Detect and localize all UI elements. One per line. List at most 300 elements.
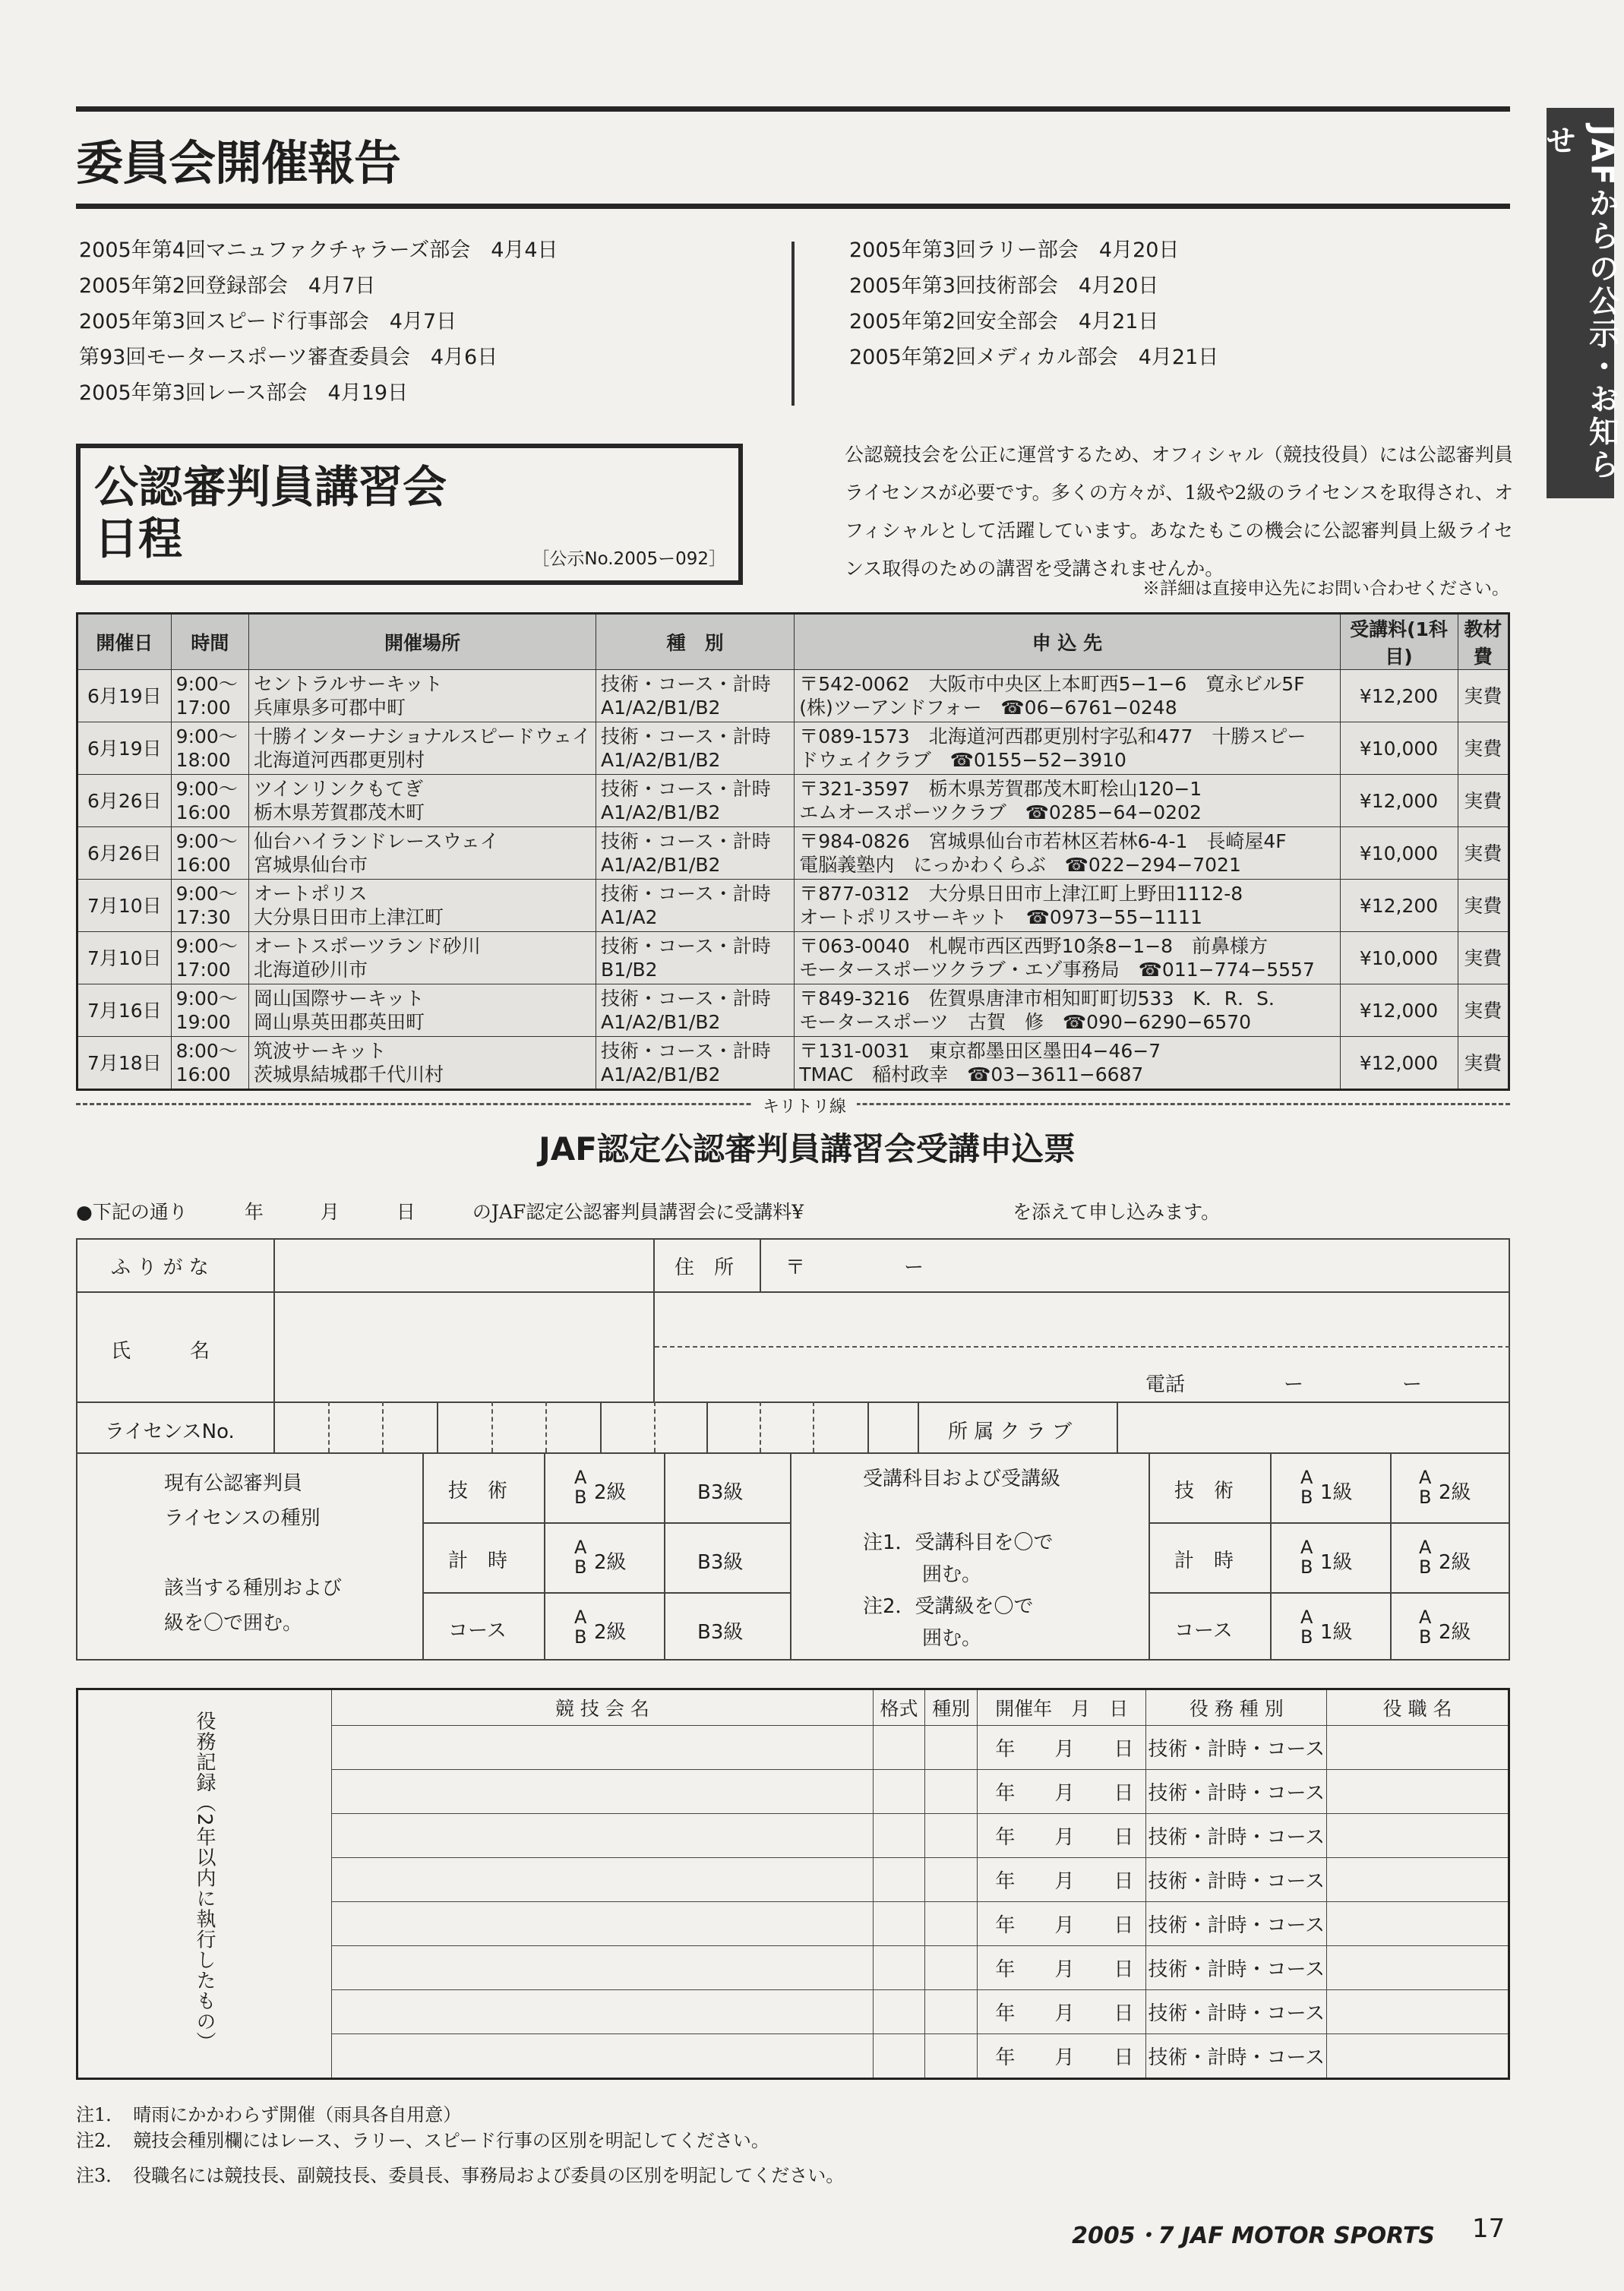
schedule-cell-date: 7月10日 [77, 880, 172, 932]
schedule-cell-time [171, 722, 248, 775]
schedule-contact-line: オートポリスサーキット ☎0973−55−1111 [799, 906, 1202, 928]
ab-choice[interactable] [1300, 1537, 1313, 1577]
name-label: 氏 名 [111, 1340, 210, 1363]
schedule-cell-place [249, 827, 596, 880]
schedule-place-line: 岡山県英田郡英田町 [254, 1011, 425, 1033]
schedule-header-cell: 開催場所 [249, 614, 596, 670]
schedule-header-cell: 申 込 先 [795, 614, 1340, 670]
schedule-type-line: A1/A2/B1/B2 [601, 1011, 721, 1033]
duty-cell[interactable] [1327, 1726, 1509, 1770]
current-license-line: 級を〇で囲む。 [164, 1612, 303, 1635]
grade-a[interactable]: A [1300, 1537, 1313, 1558]
ab-choice[interactable] [1419, 1607, 1431, 1647]
schedule-cell-type [596, 984, 795, 1037]
duty-cell[interactable] [332, 1902, 874, 1946]
form-line [544, 1452, 545, 1661]
grade-1-label[interactable]: 1級 [1320, 1621, 1353, 1644]
current-license-line: 該当する種別および [164, 1577, 343, 1600]
duty-cell[interactable] [873, 1902, 925, 1946]
schedule-type-line: 技術・コース・計時 [601, 883, 771, 905]
form-line [790, 1452, 791, 1661]
duty-cell[interactable] [925, 1770, 978, 1814]
duty-cell[interactable]: 技術・計時・コース [1146, 1858, 1327, 1902]
form-line [1117, 1401, 1118, 1452]
schedule-cell-time [171, 1037, 248, 1090]
schedule-time-line: 9:00〜 [175, 883, 238, 905]
seminar-title-line1: 公認審判員講習会 [94, 461, 447, 513]
seminar-intro-note: ※詳細は直接申込先にお問い合わせください。 [1142, 579, 1509, 599]
grade-b3-label[interactable]: B3級 [697, 1621, 744, 1644]
schedule-header-row [77, 614, 1509, 670]
duty-cell[interactable] [1327, 2034, 1509, 2079]
schedule-contact-line: 〒089-1573 北海道河西郡更別村字弘和477 十勝スピー [799, 725, 1306, 747]
schedule-cell-time [171, 827, 248, 880]
duty-cell[interactable]: 年 月 日 [978, 1902, 1146, 1946]
grade-b[interactable]: B [574, 1487, 587, 1508]
schedule-cell-fee: ¥12,200 [1340, 880, 1458, 932]
note-3: 注3． 役職名には競技長、副競技長、委員長、事務局および委員の区別を明記してください。 [76, 2165, 845, 2186]
ab-choice[interactable] [574, 1537, 586, 1577]
grade-b[interactable]: B [574, 1626, 587, 1648]
schedule-header-cell: 開催日 [77, 614, 172, 670]
course-info-line: 注1．受講科目を〇で [863, 1531, 1054, 1554]
schedule-cell-fee: ¥12,000 [1340, 775, 1458, 827]
schedule-time-line: 17:00 [175, 959, 231, 981]
schedule-cell-fee: ¥10,000 [1340, 722, 1458, 775]
schedule-cell-place [249, 984, 596, 1037]
grade-b[interactable]: B [1300, 1487, 1313, 1508]
current-license-instruction [164, 1466, 342, 1641]
committee-meeting-item: 2005年第3回レース部会 4月19日 [79, 381, 409, 405]
schedule-contact-line: 〒984-0826 宮城県仙台市若林区若林6-4-1 長崎屋4F [799, 830, 1287, 852]
schedule-cell-contact [795, 775, 1340, 827]
form-line [422, 1522, 790, 1524]
form-line [600, 1401, 602, 1452]
duty-header-cell: 種別 [925, 1689, 978, 1726]
schedule-row [77, 932, 1509, 984]
schedule-contact-line: 〒849-3216 佐賀県唐津市相知町町切533 K．R．S． [799, 988, 1288, 1010]
duty-cell[interactable] [873, 1814, 925, 1858]
grade-b3-label[interactable]: B3級 [697, 1481, 744, 1504]
schedule-row [77, 1037, 1509, 1090]
grade-2-label[interactable]: 2級 [594, 1621, 627, 1644]
note-2: 注2． 競技会種別欄にはレース、ラリー、スピード行事の区別を明記してください。 [76, 2130, 769, 2151]
schedule-time-line: 9:00〜 [175, 725, 238, 747]
duty-cell[interactable] [1327, 1902, 1509, 1946]
schedule-row [77, 670, 1509, 722]
license-category-label: 技 術 [448, 1480, 508, 1503]
schedule-place-line: オートスポーツランド砂川 [254, 935, 481, 957]
schedule-row [77, 775, 1509, 827]
course-selection-instruction [863, 1463, 1060, 1654]
footer-magazine-title: 2005・7 JAF MOTOR SPORTS [1072, 2223, 1435, 2249]
grade-2-label[interactable]: 2級 [594, 1481, 627, 1504]
schedule-type-line: A1/A2/B1/B2 [601, 697, 721, 719]
ab-choice[interactable] [1419, 1468, 1431, 1507]
grade-b[interactable]: B [1300, 1556, 1313, 1578]
grade-a[interactable]: A [1419, 1607, 1432, 1628]
grade-a[interactable]: A [574, 1537, 587, 1558]
schedule-type-line: A1/A2/B1/B2 [601, 1063, 721, 1085]
schedule-cell-material: 実費 [1458, 984, 1509, 1037]
ab-choice[interactable] [574, 1607, 586, 1647]
grade-a[interactable]: A [1419, 1537, 1432, 1558]
duty-cell[interactable]: 技術・計時・コース [1146, 1902, 1327, 1946]
grade-2-label[interactable]: 2級 [1439, 1551, 1471, 1574]
schedule-contact-line: 〒063-0040 札幌市西区西野10条8−1−8 前鼻様方 [799, 935, 1269, 957]
schedule-cell-fee: ¥10,000 [1340, 827, 1458, 880]
schedule-place-line: セントラルサーキット [254, 673, 443, 695]
schedule-type-line: 技術・コース・計時 [601, 778, 771, 800]
schedule-cell-material: 実費 [1458, 670, 1509, 722]
duty-cell[interactable]: 年 月 日 [978, 1946, 1146, 1990]
grade-b[interactable]: B [574, 1556, 587, 1578]
schedule-type-line: A1/A2/B1/B2 [601, 801, 721, 823]
schedule-cell-type [596, 1037, 795, 1090]
schedule-place-line: 筑波サーキット [254, 1040, 387, 1062]
schedule-cell-fee: ¥12,000 [1340, 984, 1458, 1037]
schedule-place-line: ツインリンクもてぎ [254, 778, 424, 800]
form-line [867, 1401, 869, 1452]
form-line [1270, 1452, 1272, 1661]
committee-meeting-item: 2005年第2回安全部会 4月21日 [849, 310, 1159, 333]
form-line [76, 1401, 1510, 1403]
page-number: 17 [1472, 2214, 1506, 2244]
duty-cell[interactable]: 年 月 日 [978, 1858, 1146, 1902]
form-line [422, 1592, 790, 1594]
form-line [653, 1238, 655, 1401]
current-license-line: ライセンスの種別 [164, 1507, 321, 1530]
schedule-cell-type [596, 827, 795, 880]
club-label: 所 属 ク ラ ブ [948, 1420, 1073, 1443]
schedule-cell-material: 実費 [1458, 722, 1509, 775]
duty-cell[interactable] [873, 1990, 925, 2034]
duty-cell[interactable] [925, 1858, 978, 1902]
course-info-line: 囲む。 [863, 1563, 982, 1586]
license-digit-divider [491, 1401, 493, 1452]
duty-cell[interactable]: 技術・計時・コース [1146, 2034, 1327, 2079]
license-digit-divider [545, 1401, 547, 1452]
committee-meeting-item: 2005年第4回マニュファクチャラーズ部会 4月4日 [79, 239, 558, 262]
duty-header-cell: 役 務 種 別 [1146, 1689, 1327, 1726]
course-category-label[interactable]: 計 時 [1174, 1550, 1234, 1572]
schedule-time-line: 17:30 [175, 906, 231, 928]
duty-cell[interactable]: 技術・計時・コース [1146, 1990, 1327, 2034]
schedule-cell-place [249, 670, 596, 722]
grade-b[interactable]: B [1300, 1626, 1313, 1648]
duty-header-cell: 役 職 名 [1327, 1689, 1509, 1726]
duty-cell[interactable] [332, 1990, 874, 2034]
schedule-cell-date: 7月10日 [77, 932, 172, 984]
notice-number: ［公示No.2005ー092］ [532, 549, 726, 569]
schedule-type-line: 技術・コース・計時 [601, 725, 771, 747]
schedule-contact-line: 電脳義塾内 にっかわくらぶ ☎022−294−7021 [799, 854, 1241, 876]
license-digit-divider [760, 1401, 761, 1452]
cut-line-label: キリトリ線 [752, 1094, 857, 1117]
schedule-contact-line: TMAC 稲村政幸 ☎03−3611−6687 [799, 1063, 1144, 1085]
committee-meeting-item: 2005年第2回メディカル部会 4月21日 [849, 346, 1219, 369]
duty-header-cell: 格式 [873, 1689, 925, 1726]
course-info-line: 囲む。 [863, 1627, 982, 1650]
ab-choice[interactable] [1300, 1468, 1313, 1507]
form-line [1390, 1452, 1392, 1661]
schedule-cell-contact [795, 1037, 1340, 1090]
schedule-type-line: 技術・コース・計時 [601, 830, 771, 852]
ab-choice[interactable] [1419, 1537, 1431, 1577]
schedule-cell-fee: ¥12,000 [1340, 1037, 1458, 1090]
course-category-label[interactable]: コース [1174, 1620, 1233, 1642]
schedule-cell-place [249, 932, 596, 984]
duty-cell[interactable]: 技術・計時・コース [1146, 1770, 1327, 1814]
schedule-cell-type [596, 932, 795, 984]
schedule-cell-type [596, 880, 795, 932]
duty-header-cell: 開催年 月 日 [978, 1689, 1146, 1726]
schedule-cell-type [596, 722, 795, 775]
duty-cell[interactable] [332, 1770, 874, 1814]
grade-b[interactable]: B [1419, 1556, 1432, 1578]
license-category-label: コース [448, 1620, 507, 1642]
schedule-time-line: 18:00 [175, 749, 231, 771]
duty-cell[interactable] [1327, 1770, 1509, 1814]
duty-cell[interactable]: 技術・計時・コース [1146, 1814, 1327, 1858]
grade-1-label[interactable]: 1級 [1320, 1551, 1353, 1574]
duty-cell[interactable]: 年 月 日 [978, 2034, 1146, 2079]
seminar-title-line2: 日程 [94, 513, 183, 564]
schedule-type-line: 技術・コース・計時 [601, 988, 771, 1010]
schedule-cell-date: 6月19日 [77, 670, 172, 722]
schedule-cell-type [596, 670, 795, 722]
grade-1-label[interactable]: 1級 [1320, 1481, 1353, 1504]
schedule-header-cell: 教材費 [1458, 614, 1509, 670]
schedule-cell-fee: ¥12,200 [1340, 670, 1458, 722]
duty-cell[interactable] [873, 1770, 925, 1814]
form-line [437, 1401, 438, 1452]
form-line [1148, 1522, 1510, 1524]
schedule-type-line: A1/A2/B1/B2 [601, 749, 721, 771]
schedule-place-line: 仙台ハイランドレースウェイ [254, 830, 499, 852]
duty-cell[interactable]: 年 月 日 [978, 1814, 1146, 1858]
schedule-cell-contact [795, 932, 1340, 984]
current-license-line: 現有公認審判員 [164, 1472, 303, 1495]
duty-cell[interactable]: 年 月 日 [978, 1726, 1146, 1770]
committee-meeting-item: 2005年第2回登録部会 4月7日 [79, 274, 376, 298]
grade-a[interactable]: A [1419, 1467, 1432, 1488]
application-statement: ●下記の通り 年 月 日 のJAF認定公認審判員講習会に受講料¥ を添えて申し込みます。 [76, 1201, 1221, 1223]
schedule-time-line: 9:00〜 [175, 673, 238, 695]
license-number-label: ライセンスNo. [105, 1420, 235, 1443]
committee-report-title: 委員会開催報告 [76, 135, 401, 191]
duty-cell[interactable] [1327, 1946, 1509, 1990]
grade-2-label[interactable]: 2級 [1439, 1481, 1471, 1504]
section-side-tab: JAFからの公示・お知らせ [1547, 108, 1614, 498]
schedule-cell-time [171, 670, 248, 722]
application-form-title: JAF認定公認審判員講習会受講申込票 [539, 1130, 1076, 1168]
course-category-label[interactable]: 技 術 [1174, 1480, 1234, 1503]
schedule-cell-contact [795, 670, 1340, 722]
schedule-cell-material: 実費 [1458, 880, 1509, 932]
duty-cell[interactable]: 年 月 日 [978, 1770, 1146, 1814]
duty-cell[interactable]: 技術・計時・コース [1146, 1726, 1327, 1770]
address-label: 住 所 [675, 1256, 735, 1279]
schedule-time-line: 16:00 [175, 801, 231, 823]
schedule-time-line: 9:00〜 [175, 778, 238, 800]
duty-cell[interactable] [925, 1902, 978, 1946]
form-line [1148, 1592, 1510, 1594]
form-line [422, 1452, 424, 1661]
form-line [760, 1238, 761, 1293]
ab-choice[interactable] [574, 1468, 586, 1507]
duty-header-cell: 競 技 会 名 [332, 1689, 874, 1726]
form-line [76, 1291, 1510, 1293]
duty-cell[interactable] [925, 1990, 978, 2034]
schedule-cell-material: 実費 [1458, 1037, 1509, 1090]
schedule-header-cell: 受講料(1科目) [1340, 614, 1458, 670]
schedule-cell-date: 6月26日 [77, 775, 172, 827]
course-info-line: 受講科目および受講級 [863, 1468, 1061, 1490]
column-separator [791, 242, 795, 406]
schedule-type-line: 技術・コース・計時 [601, 673, 771, 695]
duty-cell[interactable] [925, 1946, 978, 1990]
address-dash-line [655, 1346, 1510, 1348]
schedule-row [77, 880, 1509, 932]
schedule-time-line: 16:00 [175, 1063, 231, 1085]
header-rule-bottom [76, 204, 1510, 209]
duty-cell[interactable] [1327, 1990, 1509, 2034]
duty-cell[interactable] [873, 2034, 925, 2079]
schedule-place-line: 北海道河西郡更別村 [254, 749, 425, 771]
grade-b3-label[interactable]: B3級 [697, 1551, 744, 1574]
grade-a[interactable]: A [574, 1467, 587, 1488]
duty-cell[interactable] [873, 1946, 925, 1990]
schedule-contact-line: 〒877-0312 大分県日田市上津江町上野田1112-8 [799, 883, 1243, 905]
committee-meeting-item: 2005年第3回ラリー部会 4月20日 [849, 239, 1180, 262]
course-info-line: 注2．受講級を〇で [863, 1595, 1034, 1618]
form-line [706, 1401, 708, 1452]
schedule-cell-date: 6月19日 [77, 722, 172, 775]
schedule-contact-line: 〒131-0031 東京都墨田区墨田4−46−7 [799, 1040, 1161, 1062]
form-line [273, 1238, 275, 1401]
grade-a[interactable]: A [1300, 1467, 1313, 1488]
schedule-place-line: 大分県日田市上津江町 [254, 906, 444, 928]
schedule-time-line: 9:00〜 [175, 935, 238, 957]
schedule-row [77, 722, 1509, 775]
duty-cell[interactable] [332, 2034, 874, 2079]
grade-2-label[interactable]: 2級 [1439, 1621, 1471, 1644]
duty-cell[interactable] [1327, 1814, 1509, 1858]
seminar-title-box [76, 444, 743, 585]
schedule-cell-place [249, 1037, 596, 1090]
note-1: 注1． 晴雨にかかわらず開催（雨具各自用意） [76, 2104, 462, 2125]
duty-cell[interactable] [873, 1726, 925, 1770]
license-digit-divider [382, 1401, 384, 1452]
schedule-cell-date: 6月26日 [77, 827, 172, 880]
duty-cell[interactable] [1327, 1858, 1509, 1902]
duty-cell[interactable] [925, 2034, 978, 2079]
grade-2-label[interactable]: 2級 [594, 1551, 627, 1574]
furigana-label: ふ り が な [111, 1256, 209, 1279]
schedule-table [76, 612, 1510, 1091]
committee-meeting-item: 2005年第3回スピード行事部会 4月7日 [79, 310, 457, 333]
license-category-label: 計 時 [448, 1550, 508, 1572]
grade-a[interactable]: A [1300, 1607, 1313, 1628]
seminar-intro: 公認競技会を公正に運営するため、オフィシャル（競技役員）には公認審判員ライセンスが必要です。多くの方々が、1級や2級のライセンスを取得され、オフィシャルとして活躍しています。あなたもこの機会に公認審判員上級ライセンス取得のための講習を受講されませんか。 [845, 444, 1513, 580]
grade-a[interactable]: A [574, 1607, 587, 1628]
schedule-cell-place [249, 722, 596, 775]
schedule-cell-time [171, 984, 248, 1037]
duty-record-side-text: 役務記録（2年以内に執行したもの） [193, 1710, 216, 2052]
schedule-time-line: 9:00〜 [175, 988, 238, 1010]
grade-b[interactable]: B [1419, 1487, 1432, 1508]
schedule-contact-line: (株)ツーアンドフォー ☎06−6761−0248 [799, 697, 1177, 719]
postal-code-field[interactable]: 〒 ー [785, 1256, 924, 1279]
duty-cell[interactable] [332, 1946, 874, 1990]
phone-field[interactable]: 電話 ー ー [1145, 1373, 1423, 1396]
schedule-contact-line: エムオースポーツクラブ ☎0285−64−0202 [799, 801, 1202, 823]
license-digit-divider [328, 1401, 330, 1452]
form-line [76, 1452, 1510, 1454]
committee-meeting-item: 第93回モータースポーツ審査委員会 4月6日 [79, 346, 498, 369]
schedule-cell-time [171, 775, 248, 827]
schedule-time-line: 19:00 [175, 1011, 231, 1033]
duty-header-row [77, 1689, 1509, 1726]
duty-cell[interactable]: 年 月 日 [978, 1990, 1146, 2034]
duty-cell[interactable] [873, 1858, 925, 1902]
schedule-cell-material: 実費 [1458, 932, 1509, 984]
schedule-time-line: 9:00〜 [175, 830, 238, 852]
form-line [664, 1452, 665, 1661]
license-digit-divider [813, 1401, 814, 1452]
duty-record-table [76, 1688, 1510, 2080]
schedule-cell-contact [795, 827, 1340, 880]
schedule-cell-time [171, 932, 248, 984]
schedule-place-line: 茨城県結城郡千代川村 [254, 1063, 444, 1085]
committee-meeting-item: 2005年第3回技術部会 4月20日 [849, 274, 1159, 298]
schedule-type-line: A1/A2 [601, 906, 658, 928]
schedule-type-line: B1/B2 [601, 959, 658, 981]
schedule-place-line: 北海道砂川市 [254, 959, 368, 981]
schedule-place-line: 宮城県仙台市 [254, 854, 368, 876]
duty-cell[interactable] [332, 1726, 874, 1770]
duty-cell[interactable] [925, 1814, 978, 1858]
schedule-contact-line: ドウェイクラブ ☎0155−52−3910 [799, 749, 1126, 771]
schedule-cell-place [249, 880, 596, 932]
duty-cell[interactable]: 技術・計時・コース [1146, 1946, 1327, 1990]
form-line [273, 1401, 275, 1452]
schedule-time-line: 8:00〜 [175, 1040, 238, 1062]
ab-choice[interactable] [1300, 1607, 1313, 1647]
schedule-row [77, 984, 1509, 1037]
schedule-cell-contact [795, 984, 1340, 1037]
schedule-cell-date: 7月16日 [77, 984, 172, 1037]
schedule-row [77, 827, 1509, 880]
duty-cell[interactable] [332, 1858, 874, 1902]
schedule-contact-line: 〒542-0062 大阪市中央区上本町西5−1−6 寛永ビル5F [799, 673, 1305, 695]
duty-cell[interactable] [332, 1814, 874, 1858]
schedule-cell-fee: ¥10,000 [1340, 932, 1458, 984]
schedule-header-cell: 時間 [171, 614, 248, 670]
schedule-contact-line: モータースポーツクラブ・エゾ事務局 ☎011−774−5557 [799, 959, 1315, 981]
grade-b[interactable]: B [1419, 1626, 1432, 1648]
form-line [1148, 1452, 1150, 1661]
schedule-type-line: 技術・コース・計時 [601, 1040, 771, 1062]
schedule-cell-material: 実費 [1458, 827, 1509, 880]
schedule-contact-line: 〒321-3597 栃木県芳賀郡茂木町桧山120−1 [799, 778, 1202, 800]
schedule-cell-place [249, 775, 596, 827]
schedule-place-line: 岡山国際サーキット [254, 988, 425, 1010]
schedule-place-line: 兵庫県多可郡中町 [254, 697, 406, 719]
schedule-cell-date: 7月18日 [77, 1037, 172, 1090]
duty-cell[interactable] [925, 1726, 978, 1770]
